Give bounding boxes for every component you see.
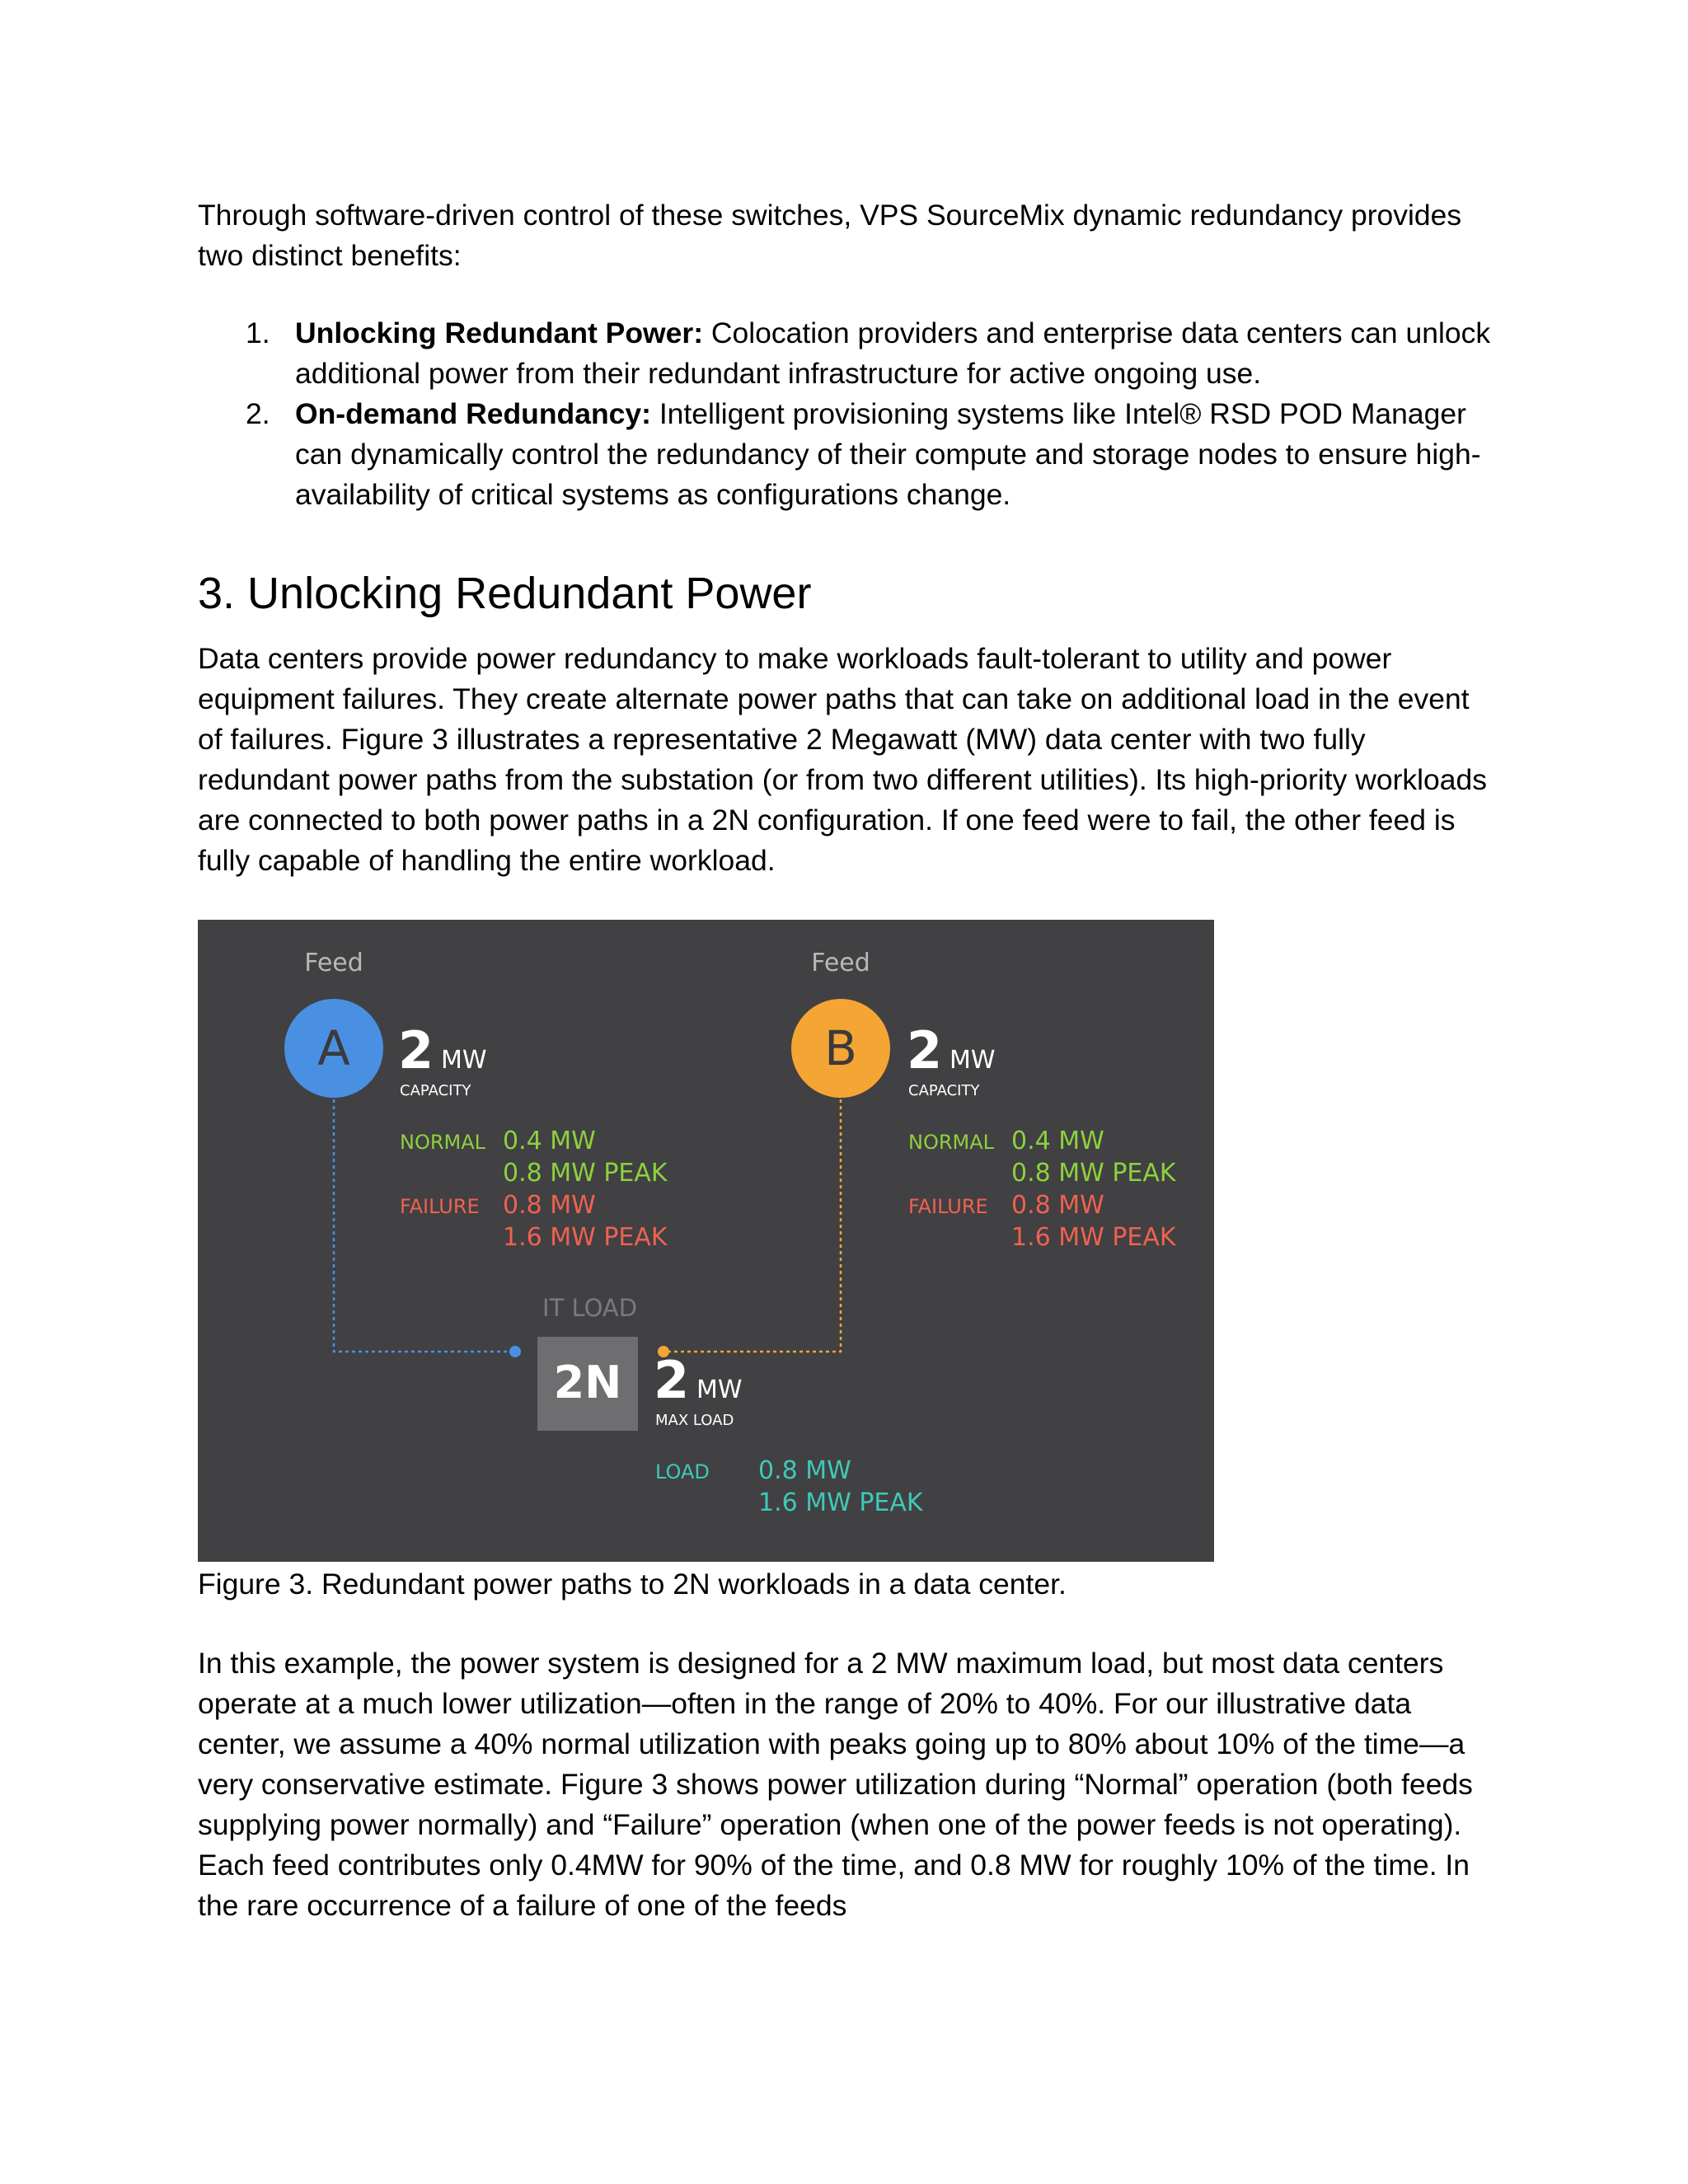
feed-b-label: Feed	[811, 949, 870, 977]
max-load-unit: MW	[696, 1376, 743, 1404]
list-item-text: Colocation providers and enterprise data centers can unlock additional power from their redundant infrastructure for active ongoing use.	[295, 316, 1491, 390]
max-load-label: MAX LOAD	[655, 1412, 734, 1429]
list-item-number: 2.	[246, 397, 270, 430]
feed-b-normal-value: 0.4 MW	[1011, 1127, 1104, 1155]
feed-a-capacity-unit: MW	[441, 1046, 487, 1075]
it-load-label: IT LOAD	[542, 1294, 638, 1322]
feed-b-normal-peak: 0.8 MW PEAK	[1011, 1159, 1176, 1188]
feed-a-normal-label: NORMAL	[400, 1131, 486, 1154]
list-item-text: Intelligent provisioning systems like Intel® RSD POD Manager can dynamically control the redundancy of their compute and storage nodes to ensure high-availability of critical systems as configurations change.	[295, 397, 1481, 511]
load-label: LOAD	[655, 1460, 710, 1483]
feed-a-normal-peak: 0.8 MW PEAK	[503, 1159, 668, 1188]
load-value: 0.8 MW	[758, 1456, 851, 1485]
feed-b-capacity-value: 2	[907, 1020, 943, 1080]
figure-caption: Figure 3. Redundant power paths to 2N workloads in a data center.	[198, 1568, 1067, 1601]
redundancy-box-label: 2N	[553, 1357, 622, 1408]
feed-b-letter: B	[824, 1020, 857, 1076]
feed-a-failure-peak: 1.6 MW PEAK	[503, 1223, 668, 1252]
list-item-title: On-demand Redundancy:	[295, 397, 651, 430]
load-peak: 1.6 MW PEAK	[758, 1488, 923, 1517]
section-paragraph: Data centers provide power redundancy to make workloads fault-tolerant to utility and power equipment failures. They create alternate power paths that can take on additional load in the event of failures. Figure 3 illustrates a representative 2 Megawatt (MW) data center with two fully redundant power paths from the substation (or from two different utilities). Its high-priority workloads are connected to both power paths in a 2N configuration. If one feed were to fail, the other feed is fully capable of handling the entire workload.	[198, 642, 1488, 877]
max-load-value: 2	[654, 1350, 690, 1410]
list-item	[198, 394, 1517, 515]
feed-b-capacity-label: CAPACITY	[908, 1082, 980, 1099]
section-heading: 3. Unlocking Redundant Power	[198, 569, 812, 618]
power-paths-diagram	[198, 920, 1214, 1562]
power-paths-figure	[198, 920, 1214, 1562]
feed-b-normal-label: NORMAL	[908, 1131, 995, 1154]
closing-paragraph: In this example, the power system is designed for a 2 MW maximum load, but most data centers operate at a much lower utilization—often in the range of 20% to 40%. For our illustrative data center, we assume a 40% normal utilization with peaks going up to 80% about 10% of the time—a very conservative estimate. Figure 3 shows power utilization during “Normal” operation (both feeds supplying power normally) and “Failure” operation (when one of the power feeds is not operating). Each feed contributes only 0.4MW for 90% of the time, and 0.8 MW for roughly 10% of the time. In the rare occurrence of a failure of one of the feeds	[198, 1647, 1473, 1922]
feed-a-endpoint	[509, 1346, 521, 1357]
feed-b-capacity-unit: MW	[950, 1046, 996, 1075]
feed-a-failure-value: 0.8 MW	[503, 1191, 596, 1220]
intro-paragraph: Through software-driven control of these switches, VPS SourceMix dynamic redundancy provides two distinct benefits:	[198, 199, 1462, 272]
list-item	[198, 313, 1517, 394]
feed-a-label: Feed	[304, 949, 363, 977]
feed-a-capacity-label: CAPACITY	[400, 1082, 471, 1099]
feed-a-capacity-value: 2	[398, 1020, 434, 1080]
list-item-number: 1.	[246, 316, 270, 349]
feed-a-failure-label: FAILURE	[400, 1195, 480, 1218]
feed-b-failure-peak: 1.6 MW PEAK	[1011, 1223, 1176, 1252]
benefits-list	[198, 313, 1517, 515]
list-item-title: Unlocking Redundant Power:	[295, 316, 704, 349]
feed-b-failure-value: 0.8 MW	[1011, 1191, 1104, 1220]
feed-a-letter: A	[317, 1020, 350, 1076]
feed-b-failure-label: FAILURE	[908, 1195, 988, 1218]
feed-a-normal-value: 0.4 MW	[503, 1127, 596, 1155]
